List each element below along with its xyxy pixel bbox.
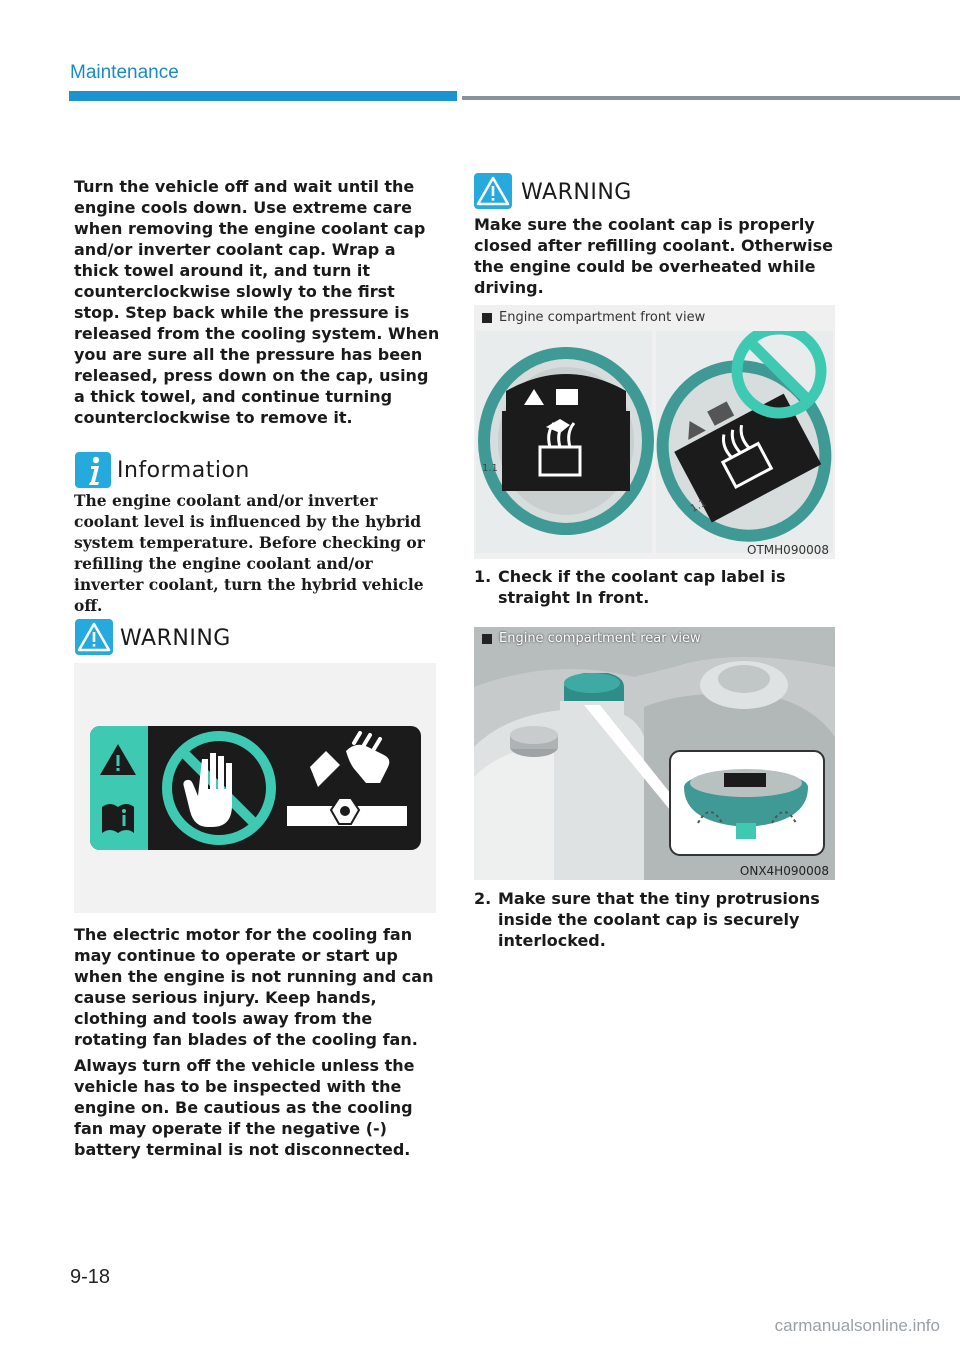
cap-pressure-label-right: 1.1 — [688, 497, 709, 515]
fan-warning-label-illustration — [74, 663, 436, 913]
header-rule — [462, 96, 960, 100]
header-accent-bar — [69, 91, 457, 101]
front-view-figure-code: OTMH090008 — [747, 543, 829, 557]
warning-heading-left: WARNING — [120, 626, 231, 651]
front-view-caption: Engine compartment front view — [499, 310, 706, 325]
information-icon — [75, 452, 111, 488]
step-2-number: 2. — [474, 889, 492, 908]
fan-warning-label-figure — [74, 663, 436, 913]
warning-heading-right: WARNING — [521, 180, 632, 205]
information-text: The engine coolant and/or inverter coolant level is influenced by the hybrid system temperature. Before checking or refilling the engine coolant and/or inverter coolant, turn the hybrid vehicle off. — [74, 491, 425, 615]
cap-pressure-label-left: 1.1 — [482, 463, 498, 474]
watermark: carmanualsonline.info — [774, 1316, 940, 1335]
cooling-fan-warning-paragraph: The electric motor for the cooling fan may continue to operate or start up when the engine is not running and can cause serious injury. Keep hands, clothing and tools away from the rotating fan blades of the cooling fan. — [74, 925, 434, 1049]
battery-terminal-warning-paragraph: Always turn off the vehicle unless the vehicle has to be inspected with the engine on. Be cautious as the cooling fan may operate if the negative (-) battery terminal is not disconnected. — [74, 1056, 415, 1159]
rear-view-figure-code: ONX4H090008 — [739, 864, 829, 878]
warning-icon-right — [474, 173, 512, 209]
step-2-text: Make sure that the tiny protrusions inside the coolant cap is securely interlocked. — [498, 889, 820, 950]
caption-square-icon — [482, 313, 492, 323]
rear-view-figure — [474, 627, 835, 880]
section-title: Maintenance — [70, 62, 179, 83]
front-view-figure — [474, 305, 835, 559]
warning-icon — [75, 619, 113, 655]
page-number: 9-18 — [70, 1266, 111, 1288]
coolant-cap-warning-text: Make sure the coolant cap is properly closed after refilling coolant. Otherwise the engine could be overheated while driving. — [474, 215, 834, 297]
caption-square-icon-2 — [482, 634, 492, 644]
coolant-cap-front-view-illustration — [474, 331, 835, 559]
information-heading: Information — [117, 458, 250, 483]
rear-view-caption: Engine compartment rear view — [499, 631, 701, 646]
engine-bay-rear-view-illustration — [474, 627, 835, 880]
step-1-number: 1. — [474, 567, 492, 586]
coolant-cap-removal-paragraph: Turn the vehicle off and wait until the engine cools down. Use extreme care when removing the engine coolant cap and/or inverter coolant cap. Wrap a thick towel around it, and turn it counterclockwise slowly to the first stop. Step back while the pressure is released from the cooling system. When you are sure all the pressure has been released, press down on the cap, using a thick towel, and continue turning counterclockwise to remove it. — [74, 177, 440, 427]
step-1-text: Check if the coolant cap label is straight In front. — [498, 567, 786, 607]
